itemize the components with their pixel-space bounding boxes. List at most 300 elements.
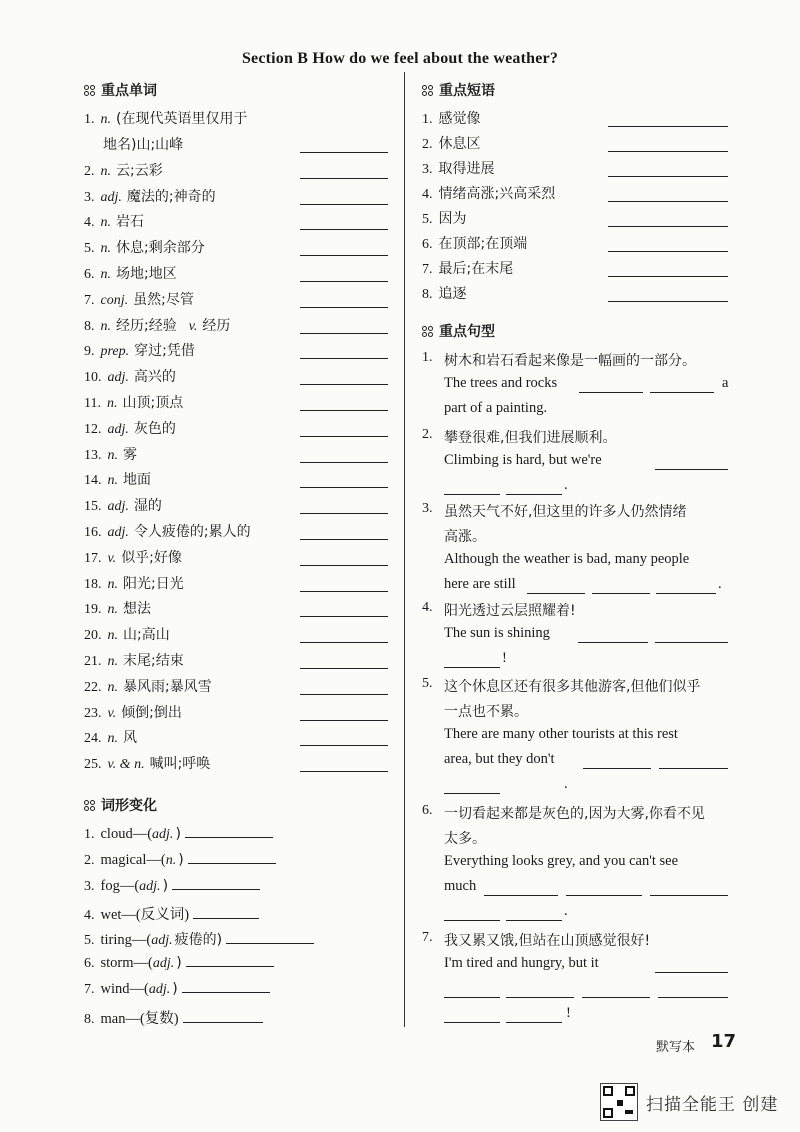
form-close: ) [162, 877, 169, 894]
answer-blank[interactable] [608, 201, 728, 202]
answer-blank[interactable] [655, 469, 728, 470]
word-stem: cloud—( [100, 826, 153, 842]
sentence-chinese [444, 930, 650, 950]
phrase-item [422, 258, 513, 278]
phrase-text: 感觉像 [438, 111, 481, 127]
punctuation [564, 477, 568, 494]
definition: 末尾;结束 [123, 653, 184, 669]
phrase-item [422, 233, 527, 253]
section-bullet-icon [84, 85, 95, 96]
item-number: 10. [84, 370, 102, 386]
phrase-text: 情绪高涨;兴高采烈 [438, 186, 556, 202]
definition: 休息;剩余部分 [116, 240, 205, 257]
form-item [84, 878, 260, 895]
sentence-english [444, 452, 602, 469]
vocab-item [84, 211, 144, 231]
page-title: Section B How do we feel about the weather? [241, 50, 559, 67]
item-number: 2. [422, 427, 433, 442]
answer-blank[interactable] [300, 745, 388, 746]
item-number: 24. [84, 731, 102, 747]
answer-blank[interactable] [444, 920, 500, 921]
word-stem: fog—( [100, 877, 140, 894]
item-number: 3. [84, 189, 95, 205]
answer-blank[interactable] [226, 943, 314, 944]
section-bullet-icon [84, 800, 95, 811]
vocab-item [84, 315, 230, 335]
answer-blank[interactable] [300, 771, 388, 772]
part-of-speech: n. [100, 112, 111, 127]
answer-blank[interactable] [300, 616, 388, 617]
form-item [84, 929, 314, 949]
definition: 倾倒;倒出 [121, 704, 182, 721]
sentence-chinese-text: 高涨。 [444, 529, 486, 545]
item-number: 6. [422, 803, 433, 818]
sentence-english-text: I'm tired and hungry, but it [444, 955, 599, 971]
item-number: 7. [84, 981, 95, 997]
sentence-english-text: here are still [444, 576, 516, 592]
answer-blank[interactable] [506, 920, 562, 921]
definition: 阳光;日光 [123, 575, 184, 592]
item-number: 8. [84, 318, 95, 334]
punctuation-mark: ! [566, 1005, 571, 1021]
answer-blank[interactable] [188, 863, 276, 864]
answer-blank[interactable] [608, 176, 728, 177]
vocab-item [84, 237, 205, 257]
definition: 暴风雨;暴风雪 [123, 678, 212, 695]
item-number: 4. [84, 908, 95, 924]
item-number: 5. [84, 933, 95, 949]
definition: 风 [123, 730, 137, 747]
phrase-item [422, 183, 555, 203]
vocab-item [84, 676, 212, 696]
part-of-speech: n. [107, 602, 118, 618]
item-number: 4. [422, 187, 433, 202]
sentence-english-text: much [444, 878, 477, 894]
answer-blank[interactable] [658, 997, 728, 998]
definition: 想法 [123, 601, 151, 618]
answer-blank[interactable] [186, 966, 274, 967]
answer-blank[interactable] [300, 358, 388, 359]
answer-blank[interactable] [300, 642, 388, 643]
vocab-heading [84, 80, 157, 100]
answer-blank[interactable] [506, 494, 562, 495]
form-close: ) [172, 980, 178, 997]
sentence-chinese [444, 600, 576, 620]
form-item [84, 903, 259, 924]
sentence-chinese [444, 350, 696, 370]
phrase-text: 追逐 [438, 286, 467, 302]
phrase-item [422, 133, 481, 153]
phrase-item [422, 158, 495, 178]
answer-blank[interactable] [650, 392, 714, 393]
word-stem: wind—( [100, 980, 149, 997]
sentence-chinese-text: 这个休息区还有很多其他游客,但他们似乎 [444, 679, 701, 695]
part-of-speech: n. [165, 852, 177, 868]
sentence-english [444, 375, 557, 392]
forms-heading [84, 795, 157, 815]
part-of-speech: n. [100, 267, 111, 282]
vocab-item [84, 495, 162, 515]
scanner-watermark: 扫描全能王 创建 [646, 1095, 779, 1115]
vocab-item [84, 340, 195, 360]
sentence-english-text: area, but they don't [444, 751, 555, 767]
item-number: 20. [84, 628, 102, 644]
definition: 湿的 [133, 498, 162, 515]
sentence-number [422, 803, 439, 819]
sentence-chinese-text: 攀登很难,但我们进展顺利。 [444, 430, 617, 446]
vocab-item [84, 598, 151, 618]
answer-blank[interactable] [444, 667, 500, 668]
sentence-english [444, 751, 555, 768]
item-number: 12. [84, 421, 102, 437]
answer-blank[interactable] [527, 593, 585, 594]
punctuation [564, 903, 568, 920]
word-stem: tiring—( [100, 932, 152, 949]
definition: 魔法的;神奇的 [126, 188, 216, 205]
sentence-english [444, 878, 476, 895]
column-divider [404, 72, 405, 1027]
answer-blank[interactable] [608, 301, 728, 302]
item-number: 11. [84, 396, 101, 411]
answer-blank[interactable] [583, 768, 651, 769]
item-number: 22. [84, 679, 102, 695]
answer-blank[interactable] [185, 837, 273, 838]
phrases-heading-text: 重点短语 [439, 83, 495, 99]
item-number: 2. [84, 852, 95, 868]
answer-blank[interactable] [592, 593, 650, 594]
punctuation [564, 776, 568, 793]
sentence-english [444, 726, 678, 743]
form-item [84, 981, 270, 998]
answer-blank[interactable] [193, 918, 259, 919]
vocab-item [84, 444, 137, 464]
sentence-chinese [444, 427, 616, 447]
answer-blank[interactable] [608, 151, 728, 152]
part-of-speech: adj. [151, 933, 173, 949]
part-of-speech: n. [106, 396, 118, 411]
answer-blank[interactable] [300, 281, 388, 282]
item-number: 9. [84, 344, 95, 360]
vocab-item [84, 573, 184, 593]
part-of-speech: n. [107, 731, 118, 747]
sentence-chinese [444, 701, 528, 721]
item-number: 8. [422, 287, 433, 302]
sentence-english [444, 576, 516, 593]
sentence-chinese-text: 阳光透过云层照耀着! [444, 603, 576, 619]
sentence-chinese-text: 虽然天气不好,但这里的许多人仍然情绪 [444, 504, 687, 520]
sentence-chinese [444, 828, 486, 848]
definition: 似乎;好像 [121, 549, 182, 566]
sentence-chinese [444, 676, 700, 696]
part-of-speech: n. [100, 163, 111, 179]
part-of-speech: v. [107, 705, 117, 721]
answer-blank[interactable] [578, 642, 648, 643]
vocab-item [84, 392, 183, 412]
item-number: 17. [84, 550, 102, 566]
footer-label: 默写本 [656, 1040, 696, 1055]
vocab-item [84, 108, 247, 128]
item-number: 21. [84, 654, 102, 669]
item-number: 2. [422, 137, 433, 152]
answer-blank[interactable] [579, 392, 643, 393]
punctuation [566, 1005, 571, 1022]
sentence-english-text: There are many other tourists at this rest [444, 726, 678, 742]
sentence-english [444, 955, 599, 972]
part-of-speech: adj. [100, 189, 122, 205]
vocab-item [84, 366, 176, 386]
item-number: 15. [84, 499, 102, 515]
item-number: 5. [84, 241, 95, 257]
vocab-item [84, 289, 194, 309]
definition: 虽然;尽管 [133, 291, 194, 308]
punctuation-mark: . [564, 776, 568, 792]
form-item [84, 955, 274, 972]
form-close: ) [176, 955, 182, 971]
punctuation-mark: a [722, 375, 729, 391]
vocab-item [84, 521, 251, 541]
sentence-chinese [444, 501, 686, 521]
definition: 经历 [202, 317, 231, 334]
definition: 穿过;凭借 [134, 343, 195, 360]
answer-blank[interactable] [444, 1022, 500, 1023]
part-of-speech: n. [107, 473, 118, 489]
item-number: 25. [84, 757, 102, 773]
answer-blank[interactable] [300, 152, 388, 153]
item-number: 13. [84, 447, 102, 463]
answer-blank[interactable] [300, 229, 388, 230]
punctuation-mark: . [564, 903, 568, 919]
definition: 山;高山 [123, 627, 170, 644]
part-of-speech: adj. [107, 370, 129, 386]
vocab-item-cont [103, 134, 183, 154]
answer-blank[interactable] [300, 255, 388, 256]
answer-blank[interactable] [608, 276, 728, 277]
answer-blank[interactable] [300, 487, 388, 488]
item-number: 7. [422, 262, 433, 277]
answer-blank[interactable] [566, 895, 642, 896]
form-close: ) [175, 826, 181, 842]
answer-blank[interactable] [300, 204, 388, 205]
answer-blank[interactable] [300, 384, 388, 385]
part-of-speech: adj. [148, 981, 171, 997]
part-of-speech: adj. [107, 499, 129, 515]
sentence-chinese [444, 526, 486, 546]
sentence-english-text: Everything looks grey, and you can't see [444, 853, 679, 869]
sentence-english [444, 400, 547, 417]
part-of-speech: adj. [107, 421, 129, 437]
item-number: 7. [84, 292, 95, 308]
answer-blank[interactable] [182, 992, 270, 993]
item-number: 8. [84, 1011, 95, 1027]
sentence-number [422, 676, 439, 692]
vocab-item [84, 418, 176, 438]
definition: 高兴的 [133, 369, 176, 386]
vocab-item [84, 160, 163, 180]
definition: 地名)山;山峰 [103, 137, 184, 153]
part-of-speech: n. [107, 654, 118, 669]
word-stem: man—(复数) [100, 1010, 179, 1027]
item-number: 5. [422, 212, 433, 227]
answer-blank[interactable] [183, 1022, 263, 1023]
item-number: 18. [84, 576, 102, 592]
vocab-item [84, 547, 182, 567]
answer-blank[interactable] [300, 694, 388, 695]
item-number: 1. [84, 827, 95, 842]
part-of-speech: n. [107, 576, 118, 592]
phrase-item [422, 108, 481, 128]
item-number: 1. [422, 350, 433, 365]
definition: 岩石 [116, 214, 144, 231]
definition: 地面 [123, 472, 151, 489]
qr-code-icon [600, 1083, 638, 1121]
answer-blank[interactable] [444, 997, 500, 998]
form-close: ) [178, 851, 184, 868]
part-of-speech: v. [188, 318, 198, 334]
sentence-english [444, 853, 678, 870]
part-of-speech: n. [107, 447, 118, 463]
definition: 令人疲倦的;累人的 [133, 524, 251, 540]
phrase-item [422, 208, 467, 228]
item-number: 19. [84, 602, 102, 618]
section-bullet-icon [422, 326, 433, 337]
sentence-english-text: Although the weather is bad, many people [444, 551, 690, 567]
answer-blank[interactable] [608, 126, 728, 127]
item-number: 3. [84, 878, 95, 894]
sentence-number [422, 350, 439, 366]
sentences-heading [422, 321, 495, 341]
part-of-speech: adj. [152, 956, 175, 971]
part-of-speech: adj. [152, 827, 174, 842]
part-of-speech: n. [107, 628, 118, 644]
item-number: 4. [422, 600, 433, 615]
word-stem: storm—( [100, 955, 153, 971]
sentence-chinese-text: 一切看起来都是灰色的,因为大雾,你看不见 [444, 806, 705, 822]
answer-blank[interactable] [300, 668, 388, 669]
sentence-chinese [444, 803, 705, 823]
answer-blank[interactable] [300, 720, 388, 721]
form-item [84, 1007, 263, 1028]
part-of-speech: n. [100, 241, 111, 257]
answer-blank[interactable] [582, 997, 650, 998]
part-of-speech: n. [100, 318, 111, 334]
answer-blank[interactable] [484, 895, 558, 896]
punctuation-mark: ! [502, 650, 507, 666]
definition: 经历;经验 [116, 317, 177, 334]
answer-blank[interactable] [506, 1022, 562, 1023]
item-number: 14. [84, 473, 102, 489]
answer-blank[interactable] [300, 410, 388, 411]
answer-blank[interactable] [300, 539, 388, 540]
punctuation-mark: . [718, 576, 722, 592]
answer-blank[interactable] [444, 793, 500, 794]
answer-blank[interactable] [300, 565, 388, 566]
answer-blank[interactable] [300, 513, 388, 514]
answer-blank[interactable] [444, 494, 500, 495]
answer-blank[interactable] [506, 997, 574, 998]
forms-heading-text: 词形变化 [101, 798, 157, 814]
vocab-item [84, 624, 170, 644]
sentence-chinese-text: 树木和岩石看起来像是一幅画的一部分。 [444, 353, 696, 369]
punctuation [502, 650, 507, 667]
definition: 灰色的 [133, 420, 176, 437]
form-close: 疲倦的) [174, 932, 223, 949]
phrase-text: 取得进展 [438, 161, 495, 177]
phrase-text: 因为 [438, 211, 467, 227]
part-of-speech: v. & n. [107, 757, 145, 773]
answer-blank[interactable] [655, 972, 728, 973]
item-number: 23. [84, 705, 102, 721]
item-number: 6. [84, 267, 95, 282]
sentence-chinese-text: 太多。 [444, 831, 486, 847]
answer-blank[interactable] [659, 768, 728, 769]
answer-blank[interactable] [656, 593, 716, 594]
answer-blank[interactable] [608, 251, 728, 252]
answer-blank[interactable] [650, 895, 728, 896]
part-of-speech: v. [107, 550, 117, 566]
sentence-number [422, 930, 439, 946]
punctuation-mark: . [564, 477, 568, 493]
form-item [84, 826, 273, 843]
item-number: 7. [422, 930, 433, 945]
answer-blank[interactable] [300, 591, 388, 592]
definition: 喊叫;呼唤 [149, 756, 211, 773]
phrase-item [422, 283, 467, 303]
word-stem: wet—(反义词) [100, 907, 190, 924]
sentence-english [444, 551, 689, 568]
vocab-item [84, 469, 151, 489]
answer-blank[interactable] [300, 307, 388, 308]
vocab-item [84, 650, 184, 670]
punctuation [718, 576, 722, 593]
sentence-chinese-text: 我又累又饿,但站在山顶感觉很好! [444, 933, 651, 949]
answer-blank[interactable] [172, 889, 260, 890]
answer-blank[interactable] [300, 462, 388, 463]
definition: 山顶;顶点 [122, 395, 184, 411]
definition: 雾 [123, 446, 137, 463]
vocab-item [84, 263, 177, 283]
item-number: 2. [84, 163, 95, 179]
answer-blank[interactable] [655, 642, 728, 643]
part-of-speech: conj. [100, 292, 129, 308]
answer-blank[interactable] [300, 333, 388, 334]
part-of-speech: adj. [107, 525, 129, 540]
sentence-number [422, 427, 439, 443]
sentence-english-text: Climbing is hard, but we're [444, 452, 602, 468]
vocab-item [84, 727, 137, 747]
sentence-english-text: part of a painting. [444, 400, 548, 416]
sentence-english-text: The trees and rocks [444, 375, 558, 391]
phrase-text: 在顶部;在顶端 [438, 236, 528, 252]
answer-blank[interactable] [300, 178, 388, 179]
word-stem: magical—( [100, 851, 166, 868]
phrase-text: 最后;在末尾 [438, 261, 514, 277]
definition: 云;云彩 [116, 162, 163, 179]
phrases-heading [422, 80, 495, 100]
sentence-number [422, 501, 439, 517]
answer-blank[interactable] [608, 226, 728, 227]
part-of-speech: n. [100, 215, 111, 231]
answer-blank[interactable] [300, 436, 388, 437]
sentence-english-text: The sun is shining [444, 625, 550, 641]
item-number: 1. [422, 112, 433, 127]
part-of-speech: n. [107, 679, 118, 695]
item-number: 4. [84, 215, 95, 231]
item-number: 6. [422, 237, 433, 252]
form-item [84, 852, 276, 869]
item-number: 5. [422, 676, 433, 691]
page-number: 17 [711, 1031, 737, 1052]
sentence-chinese-text: 一点也不累。 [444, 704, 528, 720]
